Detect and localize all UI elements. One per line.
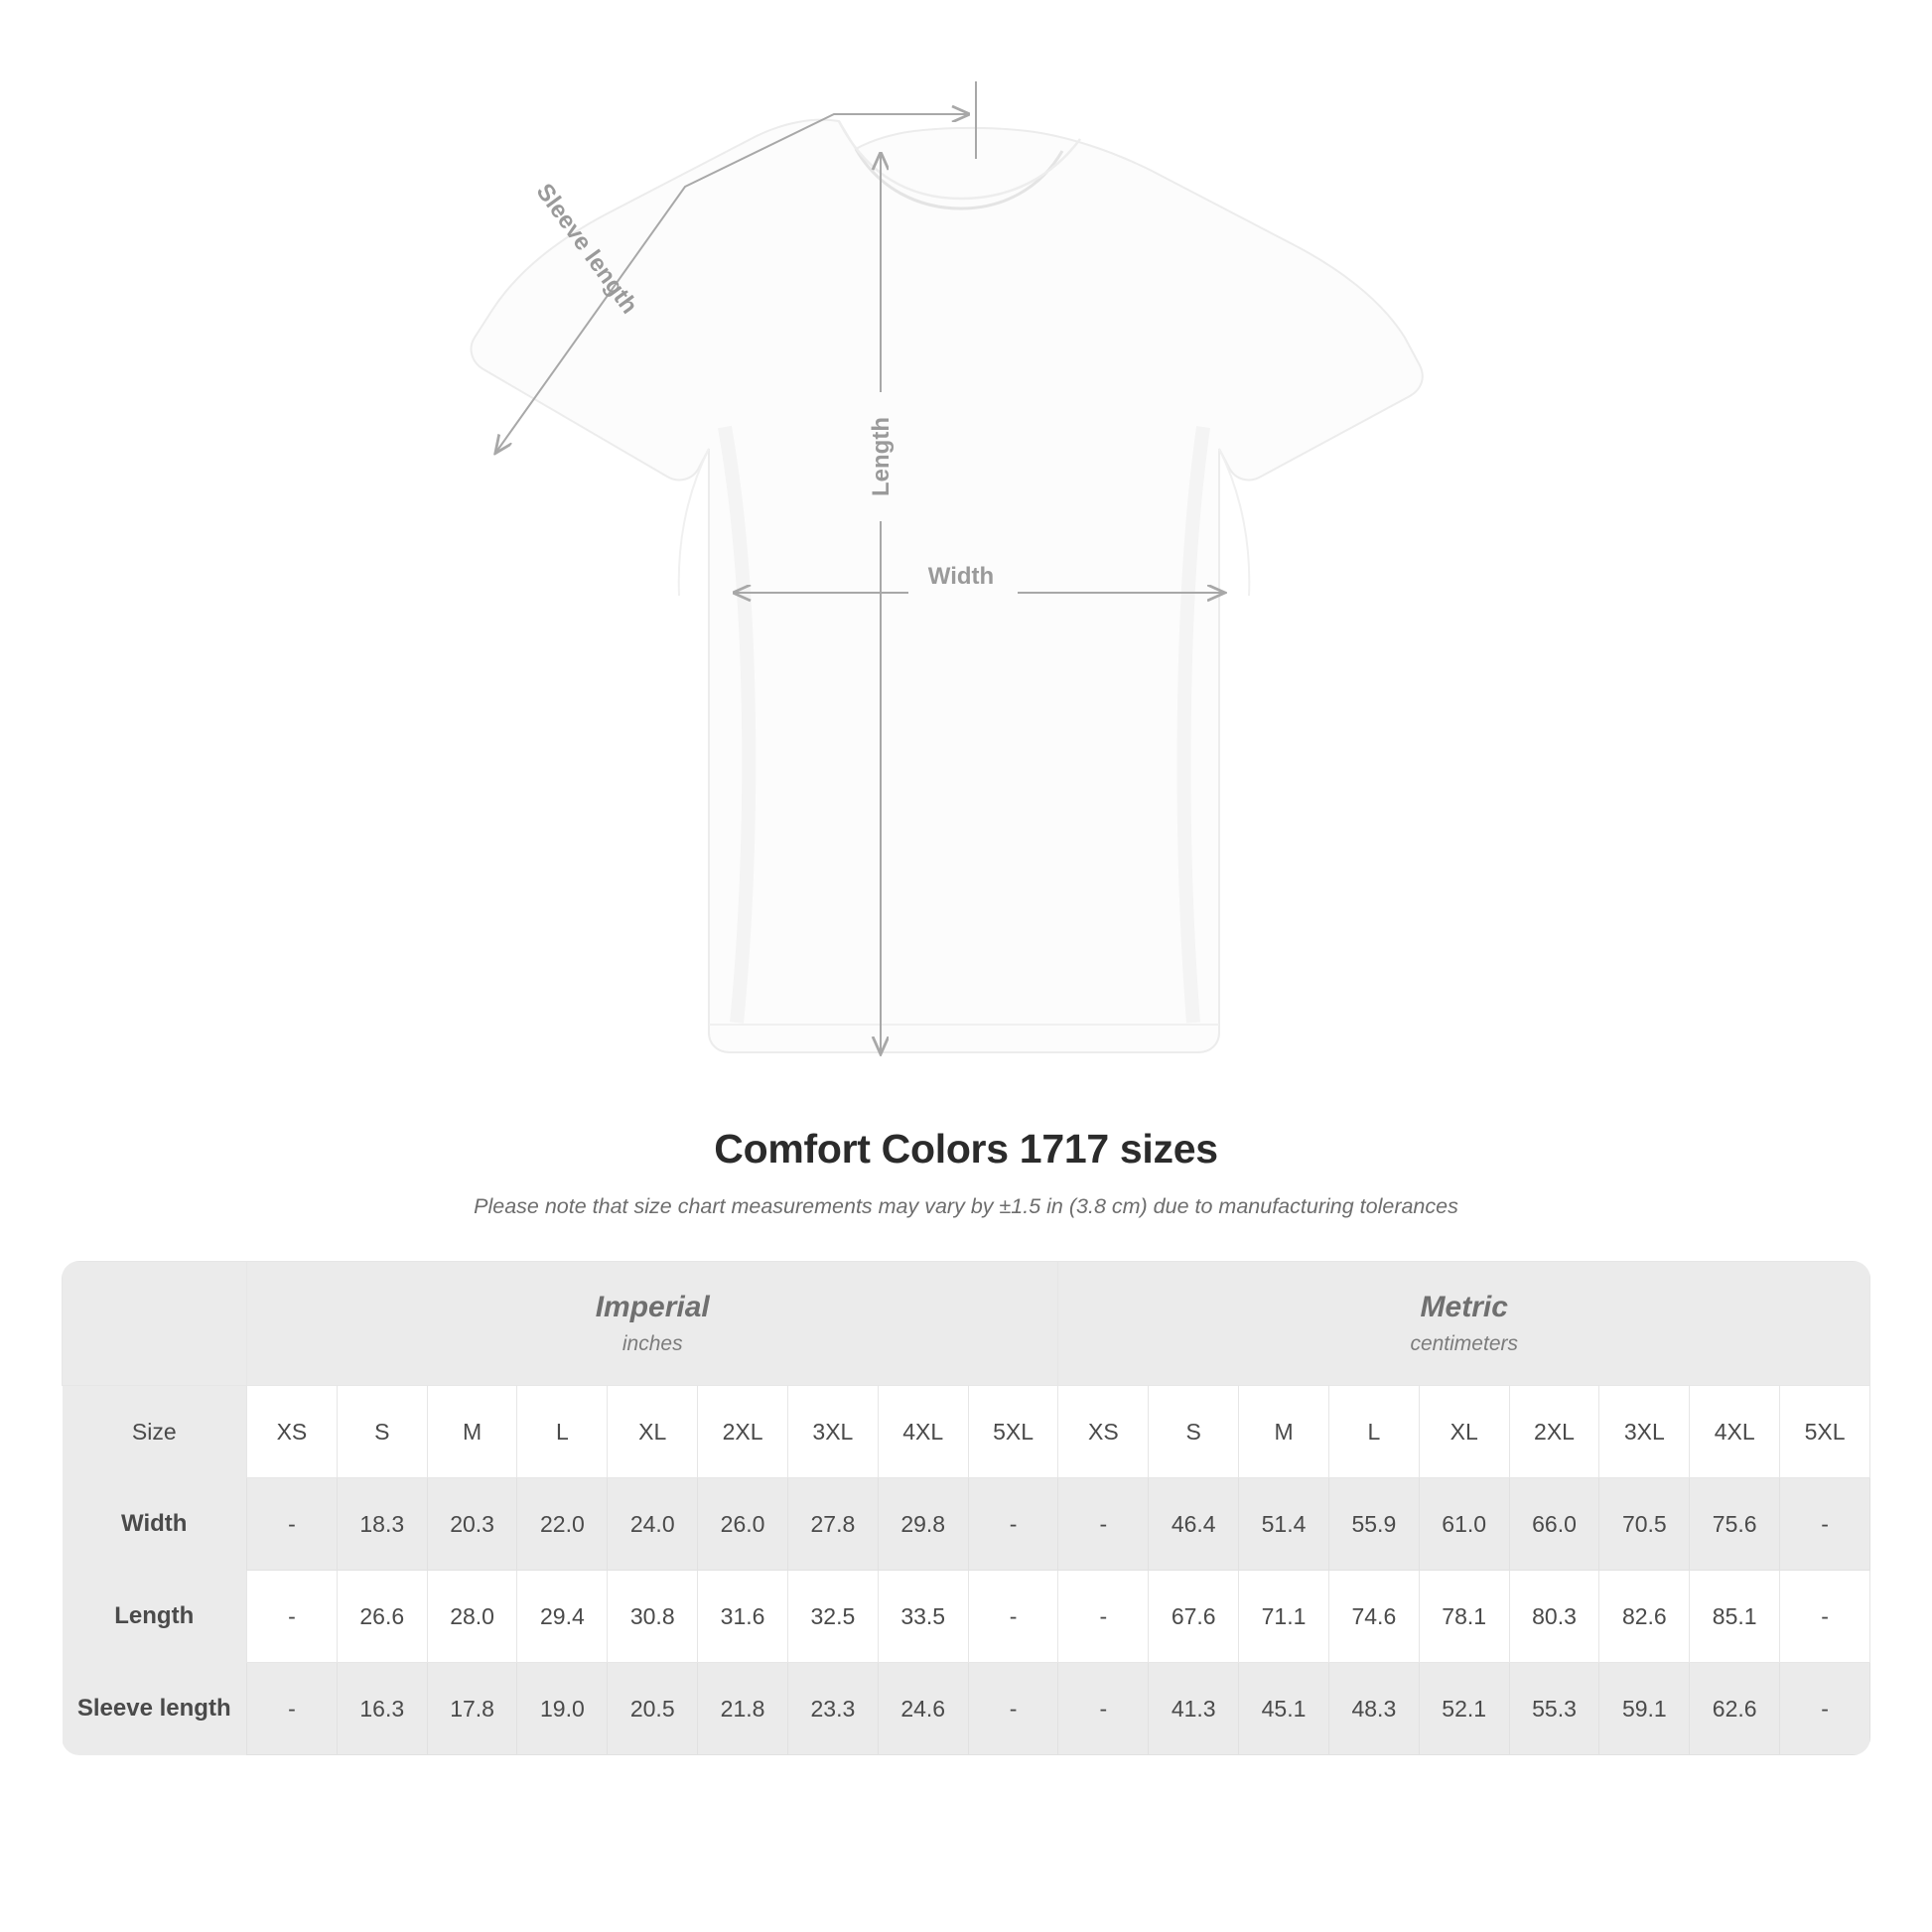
- cell: 82.6: [1599, 1571, 1690, 1663]
- unit-imperial-cell: [247, 1262, 1058, 1386]
- cell: -: [1780, 1663, 1870, 1755]
- cell: -: [1058, 1663, 1149, 1755]
- cell: 78.1: [1419, 1571, 1509, 1663]
- cell: 26.6: [337, 1571, 427, 1663]
- cell: 30.8: [608, 1571, 698, 1663]
- cell: 46.4: [1149, 1478, 1239, 1571]
- cell: 41.3: [1149, 1663, 1239, 1755]
- table-row: [63, 1571, 1870, 1663]
- cell: 23.3: [787, 1663, 878, 1755]
- cell: 75.6: [1690, 1478, 1780, 1571]
- cell: 55.9: [1328, 1478, 1419, 1571]
- cell: -: [247, 1478, 338, 1571]
- cell: 24.6: [878, 1663, 968, 1755]
- tolerance-note: Please note that size chart measurements may vary by ±1.5 in (3.8 cm) due to manufacturing tolerances: [474, 1194, 1458, 1218]
- cell: 20.5: [608, 1663, 698, 1755]
- length-label: Length: [868, 417, 895, 496]
- cell: 61.0: [1419, 1478, 1509, 1571]
- cell: -: [247, 1663, 338, 1755]
- cell: 29.4: [517, 1571, 608, 1663]
- unit-metric-cell: [1058, 1262, 1870, 1386]
- size-col-13: XL: [1419, 1386, 1509, 1478]
- size-col-9: XS: [1058, 1386, 1149, 1478]
- cell: 62.6: [1690, 1663, 1780, 1755]
- size-col-1: S: [337, 1386, 427, 1478]
- cell: 55.3: [1509, 1663, 1599, 1755]
- row-label-sleeve-length: Sleeve length: [63, 1663, 247, 1755]
- cell: 28.0: [427, 1571, 517, 1663]
- row-label-width: Width: [63, 1478, 247, 1571]
- row-label-length: Length: [63, 1571, 247, 1663]
- cell: 80.3: [1509, 1571, 1599, 1663]
- size-table-wrapper: [62, 1261, 1870, 1755]
- size-col-6: 3XL: [787, 1386, 878, 1478]
- size-col-4: XL: [608, 1386, 698, 1478]
- cell: -: [1780, 1478, 1870, 1571]
- chart-heading: [0, 1126, 1932, 1219]
- cell: 74.6: [1328, 1571, 1419, 1663]
- table-row: [63, 1663, 1870, 1755]
- page-title: Comfort Colors 1717 sizes: [714, 1126, 1218, 1172]
- size-col-15: 3XL: [1599, 1386, 1690, 1478]
- sleeve-length-label: Sleeve length: [530, 179, 643, 320]
- cell: 52.1: [1419, 1663, 1509, 1755]
- table-row: [63, 1478, 1870, 1571]
- cell: 16.3: [337, 1663, 427, 1755]
- cell: 27.8: [787, 1478, 878, 1571]
- cell: 70.5: [1599, 1478, 1690, 1571]
- cell: 26.0: [698, 1478, 788, 1571]
- cell: 32.5: [787, 1571, 878, 1663]
- unit-metric-name: Metric: [1420, 1291, 1508, 1323]
- cell: 21.8: [698, 1663, 788, 1755]
- cell: 67.6: [1149, 1571, 1239, 1663]
- size-col-2: M: [427, 1386, 517, 1478]
- size-col-3: L: [517, 1386, 608, 1478]
- cell: 20.3: [427, 1478, 517, 1571]
- cell: -: [968, 1663, 1058, 1755]
- cell: 24.0: [608, 1478, 698, 1571]
- unit-corner-cell: [63, 1262, 247, 1386]
- cell: -: [1058, 1571, 1149, 1663]
- size-col-0: XS: [247, 1386, 338, 1478]
- width-label: Width: [927, 563, 995, 590]
- size-col-11: M: [1239, 1386, 1329, 1478]
- cell: -: [968, 1478, 1058, 1571]
- size-col-10: S: [1149, 1386, 1239, 1478]
- cell: 17.8: [427, 1663, 517, 1755]
- cell: -: [1780, 1571, 1870, 1663]
- cell: 22.0: [517, 1478, 608, 1571]
- unit-imperial-sub: inches: [621, 1332, 683, 1355]
- cell: -: [1058, 1478, 1149, 1571]
- size-header-row: [63, 1386, 1870, 1478]
- size-col-5: 2XL: [698, 1386, 788, 1478]
- cell: 33.5: [878, 1571, 968, 1663]
- cell: 48.3: [1328, 1663, 1419, 1755]
- cell: 66.0: [1509, 1478, 1599, 1571]
- cell: 19.0: [517, 1663, 608, 1755]
- cell: 31.6: [698, 1571, 788, 1663]
- cell: -: [247, 1571, 338, 1663]
- size-col-14: 2XL: [1509, 1386, 1599, 1478]
- size-col-8: 5XL: [968, 1386, 1058, 1478]
- size-col-7: 4XL: [878, 1386, 968, 1478]
- cell: 51.4: [1239, 1478, 1329, 1571]
- size-table: [62, 1261, 1870, 1755]
- size-col-17: 5XL: [1780, 1386, 1870, 1478]
- cell: 18.3: [337, 1478, 427, 1571]
- cell: 29.8: [878, 1478, 968, 1571]
- cell: 71.1: [1239, 1571, 1329, 1663]
- cell: 59.1: [1599, 1663, 1690, 1755]
- unit-header-row: [63, 1262, 1870, 1386]
- size-col-16: 4XL: [1690, 1386, 1780, 1478]
- size-col-12: L: [1328, 1386, 1419, 1478]
- cell: 45.1: [1239, 1663, 1329, 1755]
- size-header-label: Size: [63, 1386, 247, 1478]
- unit-imperial-name: Imperial: [595, 1291, 710, 1323]
- cell: -: [968, 1571, 1058, 1663]
- cell: 85.1: [1690, 1571, 1780, 1663]
- unit-metric-sub: centimeters: [1410, 1332, 1518, 1355]
